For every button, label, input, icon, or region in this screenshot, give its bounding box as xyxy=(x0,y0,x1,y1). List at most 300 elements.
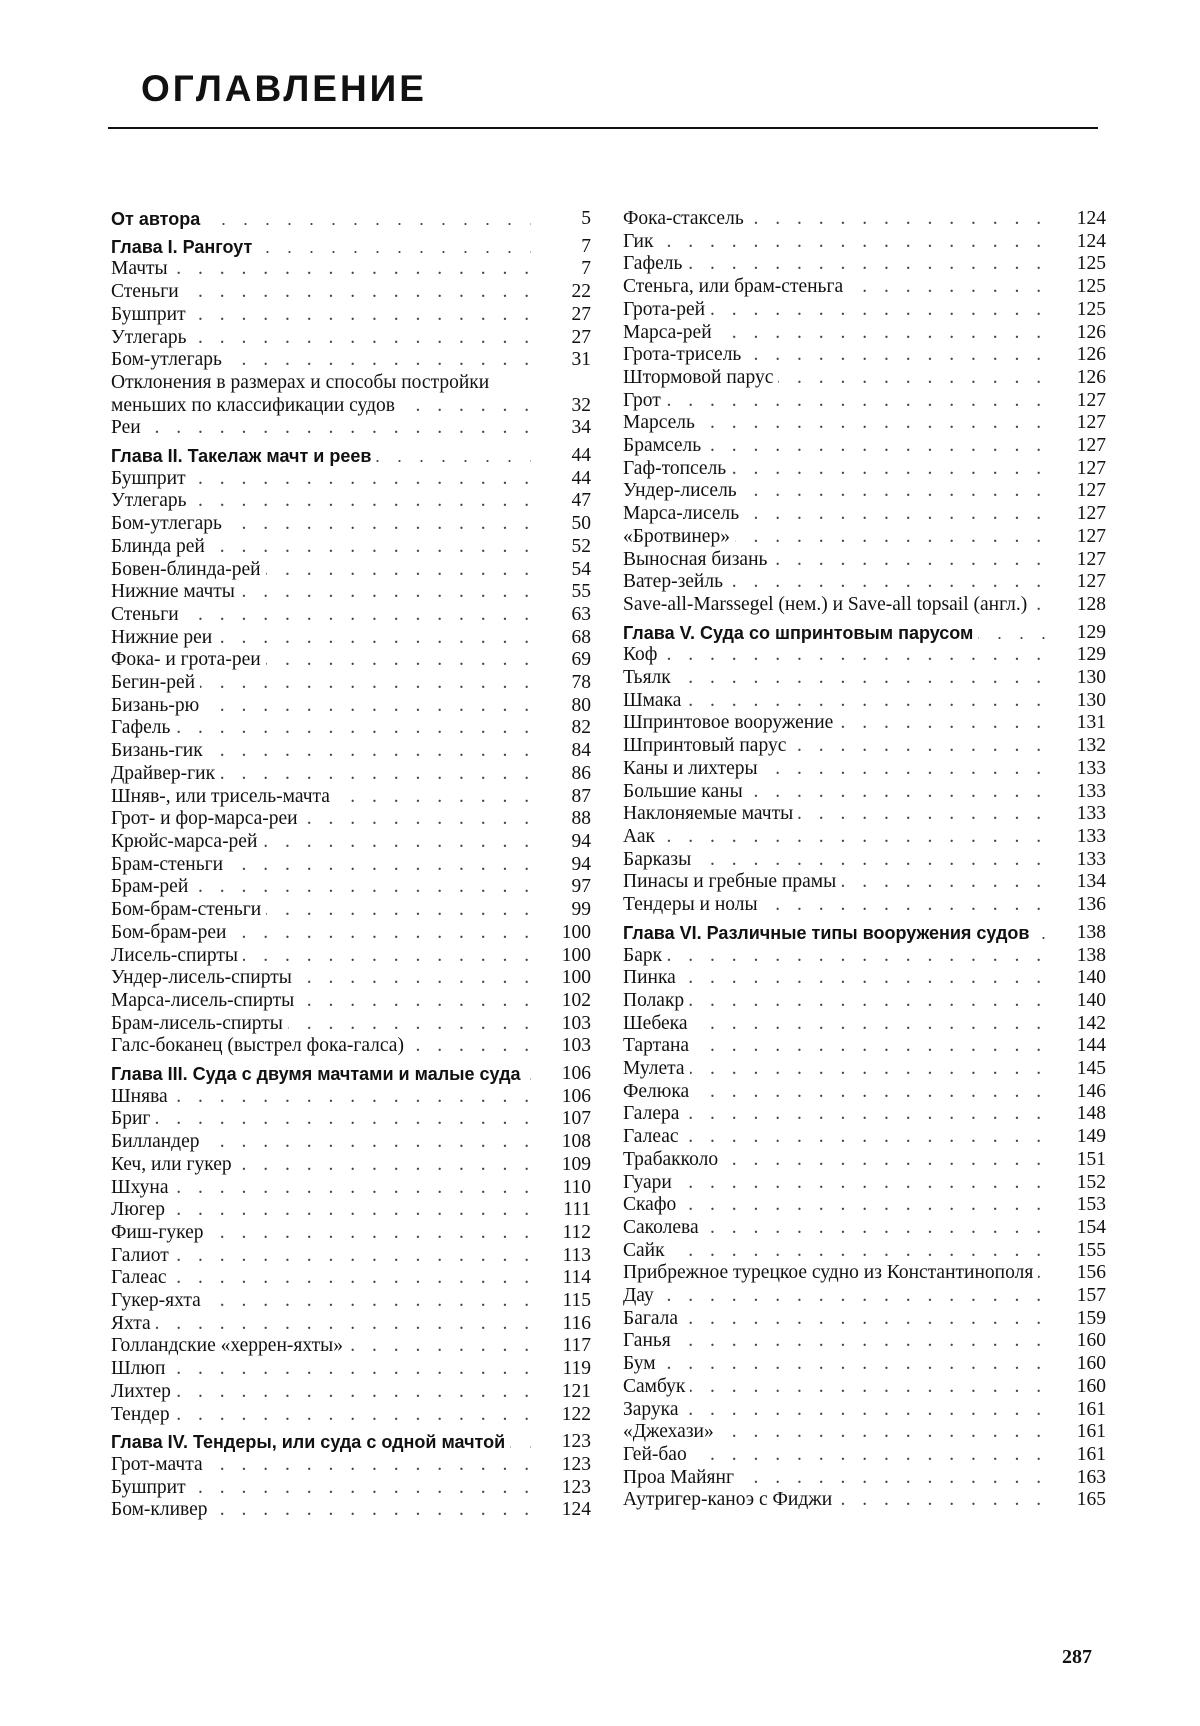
toc-entry-title: Бом-брам-стеньги xyxy=(111,899,266,920)
toc-entry-page: 116 xyxy=(562,1312,591,1334)
toc-entry-title: Лихтер xyxy=(111,1381,176,1402)
toc-entry-title: Бом-брам-реи xyxy=(111,922,231,943)
toc-entry xyxy=(623,1421,1106,1444)
toc-entry-page: 124 xyxy=(1076,208,1106,229)
toc-entry-page: 34 xyxy=(571,417,591,439)
toc-entry-page: 151 xyxy=(1076,1148,1106,1170)
toc-entry-title: Тендер xyxy=(111,1404,175,1425)
toc-entry xyxy=(623,1013,1106,1036)
toc-entry xyxy=(111,1199,591,1222)
toc-entry xyxy=(623,503,1106,526)
toc-entry xyxy=(623,1330,1106,1353)
toc-chapter-entry xyxy=(623,622,1106,645)
toc-entry-page: 126 xyxy=(1076,321,1106,343)
toc-entry-title: Марса-лисель-спирты xyxy=(111,990,299,1011)
toc-entry-page: 163 xyxy=(1076,1466,1106,1488)
toc-entry xyxy=(623,322,1106,345)
toc-entry xyxy=(623,390,1106,413)
toc-entry-title: Гафель xyxy=(111,717,175,738)
toc-entry xyxy=(111,1108,591,1131)
toc-entry xyxy=(111,1313,591,1336)
toc-entry xyxy=(111,1267,591,1290)
toc-entry xyxy=(111,1381,591,1404)
toc-entry-page: 111 xyxy=(563,1199,591,1221)
toc-entry-title: Галеас xyxy=(623,1126,684,1147)
toc-entry-page: 133 xyxy=(1076,848,1106,870)
toc-entry xyxy=(623,594,1106,617)
toc-entry-page: 80 xyxy=(571,694,591,716)
toc-entry xyxy=(623,367,1106,390)
toc-entry xyxy=(111,990,591,1013)
toc-entry-title: Самбук xyxy=(623,1376,690,1397)
toc-entry xyxy=(111,627,591,650)
toc-entry xyxy=(623,1262,1106,1285)
toc-entry-page: 86 xyxy=(571,762,591,784)
toc-entry-title: Ватер-зейль xyxy=(623,571,728,592)
toc-entry-page: 131 xyxy=(1076,712,1106,734)
toc-entry-title: Дау xyxy=(623,1285,659,1306)
toc-entry-page: 7 xyxy=(581,258,591,280)
toc-entry xyxy=(623,231,1106,254)
toc-entry-page: 123 xyxy=(561,1453,591,1475)
toc-entry-page: 161 xyxy=(1076,1443,1106,1465)
toc-entry xyxy=(623,344,1106,367)
toc-entry-title: Утлегарь xyxy=(111,490,192,511)
toc-chapter-entry xyxy=(111,236,591,259)
toc-entry-page: 32 xyxy=(571,394,591,416)
toc-entry-page: 146 xyxy=(1076,1080,1106,1102)
toc-entry-page: 127 xyxy=(1076,548,1106,570)
toc-entry-page: 47 xyxy=(571,490,591,512)
toc-entry-title: Барказы xyxy=(623,849,696,870)
toc-entry-page: 94 xyxy=(571,830,591,852)
toc-entry-page: 127 xyxy=(1076,435,1106,457)
toc-entry-title: Фока-стаксель xyxy=(623,208,749,229)
toc-entry-page: 145 xyxy=(1076,1058,1106,1080)
toc-entry-page: 110 xyxy=(562,1176,591,1198)
toc-entry-title: Саколева xyxy=(623,1217,704,1238)
toc-entry-title: Ундер-лисель xyxy=(623,480,742,501)
toc-entry-page: 127 xyxy=(1076,480,1106,502)
toc-entry-page: 161 xyxy=(1076,1421,1106,1443)
toc-entry xyxy=(623,458,1106,481)
toc-chapter-entry xyxy=(111,445,591,468)
toc-entry-title: Билландер xyxy=(111,1131,205,1152)
toc-entry xyxy=(111,1177,591,1200)
toc-entry xyxy=(623,990,1106,1013)
toc-entry xyxy=(623,1285,1106,1308)
toc-entry-page: 100 xyxy=(561,944,591,966)
toc-entry xyxy=(623,712,1106,735)
toc-entry-title: Грот-мачта xyxy=(111,1454,208,1475)
toc-entry-page: 133 xyxy=(1076,757,1106,779)
toc-entry-page: 100 xyxy=(561,967,591,989)
toc-entry-page: 31 xyxy=(571,349,591,371)
toc-entry-title: Тартана xyxy=(623,1035,694,1056)
toc-entry xyxy=(623,1149,1106,1172)
toc-entry xyxy=(111,281,591,304)
toc-entry-page: 127 xyxy=(1076,525,1106,547)
toc-entry-title: Люгер xyxy=(111,1199,170,1220)
toc-entry xyxy=(623,803,1106,826)
toc-entry xyxy=(111,672,591,695)
toc-entry-page: 54 xyxy=(571,558,591,580)
toc-entry xyxy=(111,740,591,763)
toc-entry-page: 106 xyxy=(561,1063,591,1085)
toc-entry xyxy=(111,854,591,877)
toc-entry-title: Каны и лихтеры xyxy=(623,758,763,779)
toc-entry xyxy=(623,526,1106,549)
toc-entry-page: 109 xyxy=(561,1153,591,1175)
toc-entry-title: Брам-лисель-спирты xyxy=(111,1013,288,1034)
toc-entry xyxy=(623,1035,1106,1058)
toc-entry-page: 128 xyxy=(1076,593,1106,615)
toc-entry-title: Грот- и фор-марса-реи xyxy=(111,808,303,829)
toc-entry xyxy=(623,1353,1106,1376)
toc-entry-title: Бегин-рей xyxy=(111,672,200,693)
toc-entry-page: 44 xyxy=(571,445,591,467)
toc-entry xyxy=(623,1240,1106,1263)
toc-entry-title: Марса-лисель xyxy=(623,503,744,524)
toc-entry xyxy=(623,253,1106,276)
toc-entry xyxy=(111,1013,591,1036)
toc-entry xyxy=(623,208,1106,231)
toc-entry xyxy=(111,808,591,831)
toc-entry xyxy=(111,695,591,718)
toc-entry-page: 22 xyxy=(571,281,591,303)
toc-entry-title: Зарука xyxy=(623,1399,684,1420)
toc-entry-title: Бом-утлегарь xyxy=(111,349,227,370)
toc-entry-title: Гей-бао xyxy=(623,1444,692,1465)
toc-entry-page: 102 xyxy=(561,989,591,1011)
toc-entry-title: Аутригер-каноэ с Фиджи xyxy=(623,1489,837,1510)
toc-entry-title: Шпринтовый парус xyxy=(623,735,791,756)
toc-entry xyxy=(623,435,1106,458)
toc-entry xyxy=(111,258,591,281)
toc-entry-title: «Бротвинер» xyxy=(623,526,735,547)
toc-entry-page: 84 xyxy=(571,740,591,762)
toc-entry-title: Лисель-спирты xyxy=(111,945,243,966)
toc-entry-title: Шлюп xyxy=(111,1358,170,1379)
toc-entry-page: 160 xyxy=(1076,1353,1106,1375)
toc-entry-page: 127 xyxy=(1076,412,1106,434)
toc-chapter-entry xyxy=(111,1063,591,1086)
toc-entry xyxy=(111,372,591,417)
toc-entry-title: Стеньги xyxy=(111,281,184,302)
toc-entry-page: 5 xyxy=(581,208,591,229)
toc-entry-page: 99 xyxy=(571,899,591,921)
toc-entry-page: 153 xyxy=(1076,1194,1106,1216)
toc-entry-page: 134 xyxy=(1076,871,1106,893)
toc-entry xyxy=(623,871,1106,894)
toc-entry-title: Прибрежное турецкое судно из Константинополя xyxy=(623,1262,1038,1283)
toc-entry xyxy=(623,1081,1106,1104)
toc-entry-title: Брам-рей xyxy=(111,876,193,897)
toc-entry xyxy=(623,667,1106,690)
toc-entry-title: Гафель xyxy=(623,253,687,274)
toc-entry xyxy=(111,513,591,536)
toc-entry-page: 44 xyxy=(571,467,591,489)
toc-entry xyxy=(623,571,1106,594)
toc-entry xyxy=(111,1499,591,1522)
toc-entry xyxy=(623,549,1106,572)
toc-entry xyxy=(111,1154,591,1177)
toc-entry xyxy=(623,967,1106,990)
toc-entry xyxy=(623,1399,1106,1422)
toc-entry-page: 140 xyxy=(1076,989,1106,1011)
toc-entry-title: Гукер-яхта xyxy=(111,1290,206,1311)
toc-entry-title: Кеч, или гукер xyxy=(111,1154,237,1175)
toc-entry-page: 127 xyxy=(1076,457,1106,479)
toc-entry xyxy=(623,480,1106,503)
toc-entry-title: Гуари xyxy=(623,1172,677,1193)
toc-entry-page: 123 xyxy=(561,1431,591,1453)
toc-entry-page: 157 xyxy=(1076,1285,1106,1307)
toc-entry-title: Пинасы и гребные прамы xyxy=(623,871,841,892)
toc-entry xyxy=(623,1103,1106,1126)
toc-entry-title: Грота-рей xyxy=(623,299,710,320)
toc-entry-title: Галс-боканец (выстрел фока-галса) xyxy=(111,1035,409,1056)
toc-entry-title: Багала xyxy=(623,1308,683,1329)
toc-entry-title: Грота-трисель xyxy=(623,344,746,365)
toc-entry xyxy=(623,826,1106,849)
toc-entry-title: Шебека xyxy=(623,1013,692,1034)
toc-entry-page: 123 xyxy=(561,1476,591,1498)
toc-entry-title: Блинда рей xyxy=(111,536,210,557)
toc-entry xyxy=(111,1131,591,1154)
toc-entry xyxy=(623,1126,1106,1149)
toc-entry-title: Глава IV. Тендеры, или суда с одной мачтой xyxy=(111,1432,510,1452)
toc-entry-page: 88 xyxy=(571,808,591,830)
toc-entry-page: 127 xyxy=(1076,571,1106,593)
toc-entry-page: 113 xyxy=(562,1244,591,1266)
toc-entry xyxy=(111,922,591,945)
toc-chapter-entry xyxy=(111,1431,591,1454)
toc-entry-page: 127 xyxy=(1076,503,1106,525)
toc-entry xyxy=(623,644,1106,667)
toc-entry-title: Яхта xyxy=(111,1313,156,1334)
toc-entry-title: Фиш-гукер xyxy=(111,1222,209,1243)
toc-entry-title: Стеньги xyxy=(111,604,184,625)
toc-entry-page: 144 xyxy=(1076,1035,1106,1057)
toc-entry-title: Скафо xyxy=(623,1194,681,1215)
toc-entry xyxy=(111,1035,591,1058)
toc-entry-title: Глава II. Такелаж мачт и реев xyxy=(111,446,376,466)
toc-entry-title: Выносная бизань xyxy=(623,549,772,570)
toc-entry-title: Бовен-блинда-рей xyxy=(111,559,266,580)
toc-entry-title: Шпринтовое вооружение xyxy=(623,712,838,733)
toc-entry-page: 149 xyxy=(1076,1126,1106,1148)
toc-entry-page: 55 xyxy=(571,581,591,603)
toc-entry xyxy=(111,786,591,809)
toc-entry-title: Шмака xyxy=(623,690,686,711)
toc-entry-page: 68 xyxy=(571,626,591,648)
toc-entry xyxy=(623,1058,1106,1081)
toc-entry xyxy=(111,831,591,854)
toc-entry xyxy=(111,349,591,372)
toc-entry-page: 126 xyxy=(1076,366,1106,388)
toc-entry xyxy=(623,945,1106,968)
toc-entry-title: Большие каны xyxy=(623,781,748,802)
toc-entry-title: Галиот xyxy=(111,1245,174,1266)
toc-entry xyxy=(623,1217,1106,1240)
toc-entry-page: 119 xyxy=(562,1358,591,1380)
toc-entry xyxy=(111,1086,591,1109)
toc-entry-page: 103 xyxy=(561,1035,591,1057)
toc-entry-title: Глава VI. Различные типы вооружения судов xyxy=(623,923,1035,943)
toc-entry-page: 69 xyxy=(571,649,591,671)
toc-entry-page: 63 xyxy=(571,603,591,625)
toc-entry xyxy=(623,735,1106,758)
toc-entry-page: 130 xyxy=(1076,689,1106,711)
toc-entry-title: Крюйс-марса-рей xyxy=(111,831,262,852)
toc-entry-title: Пинка xyxy=(623,967,681,988)
toc-entry xyxy=(623,1376,1106,1399)
toc-entry xyxy=(111,967,591,990)
toc-entry-title: Нижние мачты xyxy=(111,581,240,602)
toc-entry-page: 148 xyxy=(1076,1103,1106,1125)
toc-entry xyxy=(111,559,591,582)
toc-entry xyxy=(111,1358,591,1381)
toc-entry-page: 152 xyxy=(1076,1171,1106,1193)
toc-entry-page: 160 xyxy=(1076,1375,1106,1397)
toc-entry-title: Галера xyxy=(623,1103,684,1124)
toc-entry-title: Бриг xyxy=(111,1108,155,1129)
toc-entry-title: Бушприт xyxy=(111,468,191,489)
toc-entry-page: 114 xyxy=(562,1267,591,1289)
toc-entry-page: 160 xyxy=(1076,1330,1106,1352)
toc-entry-page: 27 xyxy=(571,326,591,348)
toc-entry-title: Проа Майянг xyxy=(623,1467,739,1488)
toc-entry-title: От автора xyxy=(111,209,205,229)
toc-entry xyxy=(623,849,1106,872)
toc-entry-page: 129 xyxy=(1076,621,1106,643)
toc-entry-page: 138 xyxy=(1076,944,1106,966)
toc-entry xyxy=(111,536,591,559)
toc-entry xyxy=(111,1222,591,1245)
toc-entry-page: 52 xyxy=(571,535,591,557)
toc-entry-title: Коф xyxy=(623,644,662,665)
toc-entry-title: Ганья xyxy=(623,1330,676,1351)
toc-entry-title: Тендеры и нолы xyxy=(623,894,763,915)
toc-entry-page: 161 xyxy=(1076,1398,1106,1420)
toc-entry-page: 122 xyxy=(561,1403,591,1425)
toc-entry-title: Полакр xyxy=(623,990,689,1011)
toc-entry-title: Мачты xyxy=(111,258,173,279)
title-divider xyxy=(108,127,1098,129)
toc-entry-page: 136 xyxy=(1076,894,1106,916)
toc-entry-title: Шнява xyxy=(111,1086,173,1107)
toc-entry-title: Бушприт xyxy=(111,304,191,325)
toc-entry xyxy=(111,417,591,440)
toc-entry-page: 125 xyxy=(1076,253,1106,275)
toc-entry xyxy=(623,1194,1106,1217)
toc-chapter-entry xyxy=(623,922,1106,945)
toc-entry xyxy=(111,899,591,922)
toc-entry-page: 156 xyxy=(1076,1262,1106,1284)
toc-entry-page: 94 xyxy=(571,853,591,875)
toc-entry-title: Аак xyxy=(623,826,660,847)
toc-entry-title: Отклонения в размерах и способы постройки меньших по классификации судов xyxy=(111,371,490,416)
toc-entry xyxy=(623,276,1106,299)
toc-entry xyxy=(623,1308,1106,1331)
toc-entry-title: Трабакколо xyxy=(623,1149,723,1170)
toc-entry-title: Шняв-, или трисель-мачта xyxy=(111,786,335,807)
toc-entry-title: Гик xyxy=(623,231,658,252)
toc-entry xyxy=(623,1467,1106,1490)
toc-entry-page: 108 xyxy=(561,1131,591,1153)
toc-entry-page: 129 xyxy=(1076,644,1106,666)
toc-entry xyxy=(623,1444,1106,1467)
toc-entry-title: Save-all-Marssegel (нем.) и Save-all topsail (англ.) xyxy=(623,594,1032,615)
toc-entry-title: Марса-рей xyxy=(623,322,717,343)
toc-entry-page: 124 xyxy=(561,1499,591,1521)
toc-entry-page: 124 xyxy=(1076,230,1106,252)
toc-entry-title: Бизань-гик xyxy=(111,740,208,761)
toc-entry-page: 130 xyxy=(1076,667,1106,689)
toc-entry-page: 103 xyxy=(561,1012,591,1034)
toc-entry-title: Марсель xyxy=(623,412,700,433)
toc-entry xyxy=(111,1404,591,1427)
toc-entry-page: 100 xyxy=(561,921,591,943)
toc-entry-title: Барк xyxy=(623,945,667,966)
toc-entry xyxy=(623,758,1106,781)
toc-entry-title: Бом-кливер xyxy=(111,1499,213,1520)
page-title: ОГЛАВЛЕНИЕ xyxy=(141,68,427,109)
toc-entry xyxy=(111,581,591,604)
toc-entry-title: Тьялк xyxy=(623,667,676,688)
toc-entry xyxy=(623,1172,1106,1195)
toc-entry xyxy=(111,490,591,513)
toc-entry xyxy=(111,1454,591,1477)
toc-entry-page: 78 xyxy=(571,672,591,694)
toc-entry-title: Глава V. Суда со шпринтовым парусом xyxy=(623,623,978,643)
toc-entry-title: Сайк xyxy=(623,1240,670,1261)
toc-entry-page: 133 xyxy=(1076,780,1106,802)
toc-entry-page: 132 xyxy=(1076,735,1106,757)
toc-entry xyxy=(111,304,591,327)
toc-entry-page: 125 xyxy=(1076,276,1106,298)
toc-entry-page: 155 xyxy=(1076,1239,1106,1261)
toc-entry-title: Галеас xyxy=(111,1267,172,1288)
toc-entry-title: Реи xyxy=(111,417,146,438)
toc-entry-page: 154 xyxy=(1076,1216,1106,1238)
page-number: 287 xyxy=(1062,1646,1092,1668)
toc-entry-page: 50 xyxy=(571,513,591,535)
toc-entry-page: 87 xyxy=(571,785,591,807)
toc-entry xyxy=(623,781,1106,804)
toc-entry-page: 133 xyxy=(1076,803,1106,825)
toc-entry-title: Наклоняемые мачты xyxy=(623,803,798,824)
toc-entry xyxy=(111,763,591,786)
toc-entry xyxy=(623,894,1106,917)
toc-entry-page: 115 xyxy=(562,1290,591,1312)
toc-entry-page: 7 xyxy=(581,235,591,257)
toc-entry-title: Гаф-топсель xyxy=(623,458,731,479)
toc-entry-page: 138 xyxy=(1076,921,1106,943)
toc-entry-page: 121 xyxy=(561,1380,591,1402)
toc-entry xyxy=(623,690,1106,713)
toc-entry-title: Драйвер-гик xyxy=(111,763,220,784)
toc-entry-title: Бом-утлегарь xyxy=(111,513,227,534)
toc-entry-title: Глава I. Рангоут xyxy=(111,237,257,257)
toc-entry-title: Фока- и грота-реи xyxy=(111,649,266,670)
toc-entry-title: Ундер-лисель-спирты xyxy=(111,967,297,988)
toc-entry xyxy=(111,1335,591,1358)
toc-entry-page: 125 xyxy=(1076,298,1106,320)
toc-entry xyxy=(111,876,591,899)
toc-entry-page: 106 xyxy=(561,1085,591,1107)
